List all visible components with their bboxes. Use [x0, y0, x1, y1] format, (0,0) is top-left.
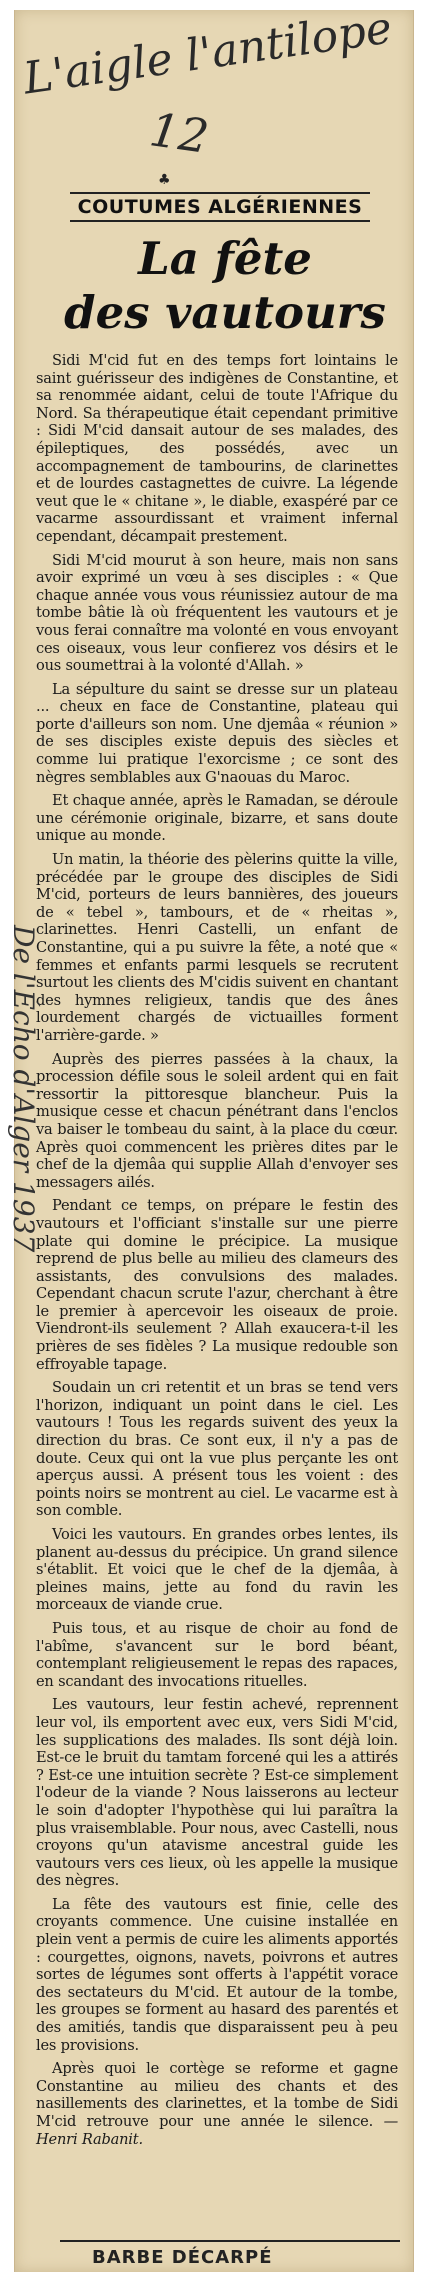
paragraph: Soudain un cri retentit et un bras se tend vers l'horizon, indiquant un point dans le ciel. Les vautours ! Tous les regards suivent des yeux la direction du bras. Ce sont eux, il n'y a pas de doute. Ceux qui ont la vue plus perçante les ont aperçus aussi. A présent tous les voient : des points noirs se montrent au ciel. Le vacarme est à son comble. [36, 1379, 398, 1520]
handwritten-margin-note: De l'Écho d'Alger 1937 [7, 925, 40, 1253]
title-line-2: des vautours [64, 286, 386, 339]
paragraph: Sidi M'cid fut en des temps fort lointains le saint guérisseur des indigènes de Constantine, et sa renommée aidant, celui de toute l'Afrique du Nord. Sa thérapeutique était cependant primitive : Sidi M'cid dansait autour de ses malades, des épileptiques, des possédés, avec un accompagnement de tambourins, de clarinettes et de lourdes castagnettes de cuivre. La légende veut que le « chitane », le diable, exaspéré par ce vacarme assourdissant et vraiment infernal cependant, décampait prestement. [36, 352, 398, 545]
paragraph: La fête des vautours est finie, celle des croyants commence. Une cuisine installée en plein vent a permis de cuire les aliments apportés : courgettes, oignons, navets, poivrons et autres sortes de légumes sont offerts à l'appétit vorace des sectateurs du M'cid. Et autour de la tombe, les groupes se forment au hasard des parentés et des amitiés, tandis que disparaissent peu à peu les provisions. [36, 1895, 398, 2054]
paragraph: Un matin, la théorie des pèlerins quitte la ville, précédée par le groupe des disciples de Sidi M'cid, porteurs de leurs bannières, des joueurs de « tebel », tambours, et de « rheitas », clarinettes. Henri Castelli, un enfant de Constantine, qui a pu suivre la fête, a noté que « femmes et enfants parmi lesquels se recrutent surtout les clients des M'cidis suivent en chantant des hymnes religieux, tandis que des ânes lourdement chargés de victuailles forment l'arrière-garde. » [36, 851, 398, 1044]
paragraph-text: Après quoi le cortège se reforme et gagne Constantine au milieu des chants et des nasillements des clarinettes, et la tombe de Sidi M'cid retrouve pour une année le silence. [36, 2060, 398, 2130]
handwritten-annotation-top: L'aigle l'antilope [20, 2, 395, 105]
paragraph: Sidi M'cid mourut à son heure, mais non sans avoir exprimé un vœu à ses disciples : « Que chaque année vous vous réunissiez autour de ma tombe bâtie là où fréquentent les vautours et je vous ferai connaître ma volonté en vous envoyant ces oiseaux, vous leur confierez vos désirs et le ous soumettrai à la volonté d'Allah. » [36, 551, 398, 675]
article-body [36, 352, 398, 2154]
paragraph: Puis tous, et au risque de choir au fond de l'abîme, s'avancent sur le bord béant, contemplant religieusement le repas des rapaces, en scandant des invocations rituelles. [36, 1619, 398, 1690]
paragraph: Pendant ce temps, on prépare le festin des vautours et l'officiant s'installe sur une pierre plate qui domine le précipice. La musique reprend de plus belle au milieu des clameurs des assistants, des convulsions des malades. Cependant chacun scrute l'azur, cherchant à être le premier à apercevoir les oiseaux de proie. Viendront-ils seulement ? Allah exaucera-t-il les prières de ses fidèles ? La musique redouble son effroyable tapage. [36, 1197, 398, 1373]
next-article-heading: BARBE DÉCARPÉ [92, 2247, 273, 2268]
paragraph: Les vautours, leur festin achevé, reprennent leur vol, ils emportent avec eux, vers Sidi M'cid, les supplications des malades. Ils sont déjà loin. Est-ce le bruit du tamtam forcené qui les a attirés ? Est-ce une intuition secrète ? Est-ce simplement l'odeur de la viande ? Nous laisserons au lecteur le soin d'adopter l'hypothèse qui lui paraîtra la plus vraisemblable. Pour nous, avec Castelli, nous croyons qu'un atavisme ancestral guide les vautours vers ces lieux, où les appelle la musique des nègres. [36, 1696, 398, 1890]
author-signature: — Henri Rabanit. [36, 2113, 398, 2148]
paragraph: La sépulture du saint se dresse sur un plateau ... cheux en face de Constantine, plateau qui porte d'ailleurs son nom. Une djemâa « réunion » de ses disciples existe depuis des siècles et comme lui pratique l'exorcisme ; ce sont des nègres semblables aux G'naouas du Maroc. [36, 680, 398, 786]
footer-divider [60, 2240, 400, 2242]
paragraph-last [36, 2060, 398, 2148]
paragraph: Voici les vautours. En grandes orbes lentes, ils planent au-dessus du précipice. Un grand silence s'établit. Et voici que le chef de la djemâa, à pleines mains, jette au fond du ravin les morceaux de viande crue. [36, 1526, 398, 1614]
section-rubric: COUTUMES ALGÉRIENNES [70, 192, 370, 222]
article-title [60, 232, 390, 340]
paragraph: Auprès des pierres passées à la chaux, la procession défile sous le soleil ardent qui en fait ressortir la pittoresque blancheur. Puis la musique cesse et chacun pénétrant dans l'enclos va baiser le tombeau du saint, à la place du cœur. Après quoi commencent les prières dites par le chef de la djemâa qui supplie Allah d'envoyer ses messagers ailés. [36, 1050, 398, 1191]
title-line-1: La fête [138, 232, 312, 285]
ornament-icon: ♣ [158, 172, 171, 188]
paragraph: Et chaque année, après le Ramadan, se déroule une cérémonie originale, bizarre, et sans doute unique au monde. [36, 792, 398, 845]
handwritten-page-number: 12 [146, 102, 213, 164]
